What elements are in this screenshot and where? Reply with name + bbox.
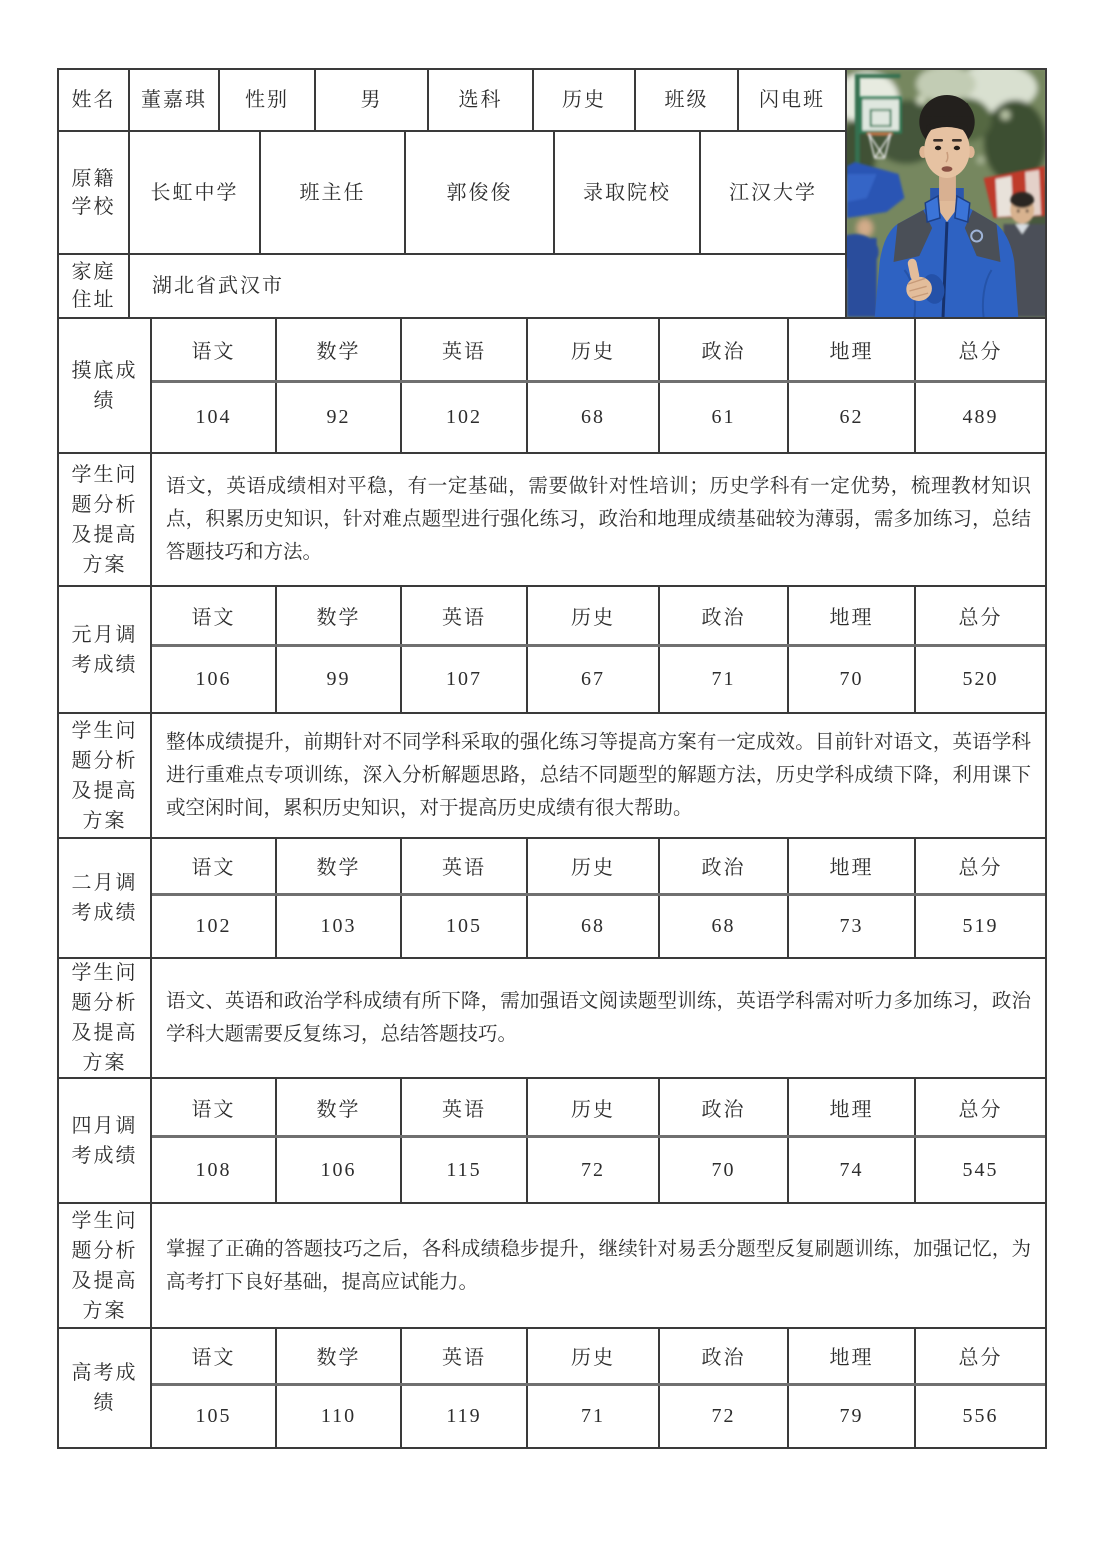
score-value: 74 [789, 1138, 916, 1202]
origin-school-value: 长虹中学 [130, 132, 261, 253]
score-value: 99 [277, 647, 402, 712]
subject-header: 英语 [402, 587, 528, 644]
score-section-april [59, 1079, 1045, 1204]
analysis-text: 掌握了正确的答题技巧之后，各科成绩稳步提升，继续针对易丢分题型反复刷题训练，加强记忆，为高考打下良好基础，提高应试能力。 [166, 1238, 1031, 1293]
analysis-section-label: 学生问题分析及提高方案 [59, 959, 152, 1077]
score-value: 105 [402, 896, 528, 957]
score-section-february [59, 839, 1045, 959]
subject-header: 总分 [958, 1347, 1003, 1370]
score-value-row [152, 896, 1045, 957]
student-info-area [59, 70, 1045, 319]
score-value: 107 [402, 647, 528, 712]
analysis-text: 语文、英语和政治学科成绩有所下降，需加强语文阅读题型训练，英语学科需对听力多加练习，政治学科大题需要反复练习，总结答题技巧。 [166, 991, 1031, 1045]
class-value: 闪电班 [759, 89, 825, 111]
score-value-row [152, 1386, 1045, 1447]
subject-header: 英语 [402, 1079, 528, 1135]
name-value: 董嘉琪 [130, 70, 220, 130]
subject-header: 语文 [152, 1079, 277, 1135]
subject-header: 政治 [660, 587, 789, 644]
score-value: 489 [962, 405, 999, 428]
subject-header-row [152, 319, 1045, 383]
subject-header: 政治 [660, 319, 789, 380]
score-value: 67 [528, 647, 660, 712]
score-value: 72 [528, 1138, 660, 1202]
subject-header-row [152, 1329, 1045, 1386]
score-value: 106 [152, 647, 277, 712]
score-value: 71 [528, 1386, 660, 1447]
analysis-text: 整体成绩提升，前期针对不同学科采取的强化练习等提高方案有一定成效。目前针对语文，英语学科进行重难点专项训练，深入分析解题思路，总结不同题型的解题方法，历史学科成绩下降，利用课下或空闲时间，累积历史知识，对于提高历史成绩有很大帮助。 [166, 732, 1031, 819]
score-section-label: 摸底成绩 [59, 319, 152, 452]
score-value: 61 [660, 383, 789, 452]
score-value: 108 [152, 1138, 277, 1202]
subject-header: 英语 [402, 1329, 528, 1383]
subject-header: 地理 [789, 319, 916, 380]
score-section-label: 四月调考成绩 [59, 1079, 152, 1202]
score-section-label: 二月调考成绩 [59, 839, 152, 957]
subject-header: 历史 [528, 1329, 660, 1383]
info-row-2 [59, 132, 845, 255]
subject-header: 总分 [958, 607, 1003, 629]
subject-selection-label: 选科 [429, 70, 534, 130]
score-value-row [152, 1138, 1045, 1202]
subject-header: 地理 [789, 587, 916, 644]
subject-header: 总分 [958, 857, 1003, 880]
subject-header: 英语 [402, 319, 528, 380]
analysis-text: 语文，英语成绩相对平稳，有一定基础，需要做针对性培训；历史学科有一定优势，梳理教材知识点，积累历史知识，针对难点题型进行强化练习，政治和地理成绩基础较为薄弱，需多加练习，总结答题技巧和方法。 [166, 476, 1031, 563]
subject-header: 政治 [660, 1329, 789, 1383]
score-value: 70 [789, 647, 916, 712]
score-section-gaokao [59, 1329, 1045, 1447]
subject-header: 总分 [958, 1098, 1003, 1121]
student-record-table [57, 68, 1047, 1449]
score-value-row [152, 647, 1045, 712]
home-address-value: 湖北省武汉市 [152, 275, 284, 297]
score-value: 105 [152, 1386, 277, 1447]
score-section-label: 高考成绩 [59, 1329, 152, 1447]
subject-header: 历史 [528, 319, 660, 380]
score-value: 556 [962, 1404, 999, 1427]
info-row-3 [59, 255, 845, 317]
analysis-section [59, 454, 1045, 587]
subject-header: 语文 [152, 587, 277, 644]
analysis-section-label: 学生问题分析及提高方案 [59, 714, 152, 837]
subject-header: 地理 [789, 839, 916, 893]
subject-header: 政治 [660, 1079, 789, 1135]
score-value: 68 [528, 383, 660, 452]
name-label: 姓名 [59, 70, 130, 130]
score-value: 73 [789, 896, 916, 957]
score-value-row [152, 383, 1045, 452]
score-value: 119 [402, 1386, 528, 1447]
score-value: 103 [277, 896, 402, 957]
subject-header: 政治 [660, 839, 789, 893]
subject-header: 数学 [277, 319, 402, 380]
subject-header: 地理 [789, 1329, 916, 1383]
score-value: 545 [962, 1158, 999, 1181]
analysis-section-label: 学生问题分析及提高方案 [59, 1204, 152, 1327]
head-teacher-label: 班主任 [261, 132, 406, 253]
gender-value: 男 [316, 70, 429, 130]
score-value: 68 [528, 896, 660, 957]
subject-header: 地理 [789, 1079, 916, 1135]
score-value: 102 [402, 383, 528, 452]
subject-header: 数学 [277, 587, 402, 644]
info-row-1 [59, 70, 845, 132]
score-value: 110 [277, 1386, 402, 1447]
score-value: 519 [962, 914, 999, 937]
student-photo [845, 70, 1045, 317]
admitted-college-label: 录取院校 [555, 132, 701, 253]
analysis-section-label: 学生问题分析及提高方案 [59, 454, 152, 585]
score-section-january [59, 587, 1045, 714]
score-section-baseline [59, 319, 1045, 454]
subject-header-row [152, 839, 1045, 896]
score-value: 79 [789, 1386, 916, 1447]
score-value: 104 [152, 383, 277, 452]
subject-header: 历史 [528, 839, 660, 893]
subject-header: 语文 [152, 839, 277, 893]
student-photo-illustration [847, 70, 1045, 317]
score-value: 115 [402, 1138, 528, 1202]
subject-header-row [152, 587, 1045, 647]
class-label: 班级 [636, 70, 739, 130]
head-teacher-value: 郭俊俊 [406, 132, 555, 253]
admitted-college-value: 江汉大学 [729, 181, 817, 204]
subject-header: 数学 [277, 1329, 402, 1383]
subject-header-row [152, 1079, 1045, 1138]
subject-header: 数学 [277, 839, 402, 893]
subject-header: 历史 [528, 587, 660, 644]
score-value: 106 [277, 1138, 402, 1202]
score-value: 520 [962, 668, 999, 690]
subject-header: 语文 [152, 319, 277, 380]
score-value: 68 [660, 896, 789, 957]
origin-school-label: 原籍学校 [59, 132, 130, 253]
score-section-label: 元月调考成绩 [59, 587, 152, 712]
subject-header: 历史 [528, 1079, 660, 1135]
subject-selection-value: 历史 [534, 70, 636, 130]
subject-header: 英语 [402, 839, 528, 893]
subject-header: 语文 [152, 1329, 277, 1383]
analysis-section [59, 714, 1045, 839]
score-value: 70 [660, 1138, 789, 1202]
home-address-label: 家庭住址 [59, 255, 130, 317]
score-value: 92 [277, 383, 402, 452]
subject-header: 数学 [277, 1079, 402, 1135]
score-value: 71 [660, 647, 789, 712]
score-value: 102 [152, 896, 277, 957]
gender-label: 性别 [220, 70, 316, 130]
analysis-section [59, 959, 1045, 1079]
score-value: 62 [789, 383, 916, 452]
analysis-section [59, 1204, 1045, 1329]
score-value: 72 [660, 1386, 789, 1447]
subject-header: 总分 [958, 340, 1003, 363]
